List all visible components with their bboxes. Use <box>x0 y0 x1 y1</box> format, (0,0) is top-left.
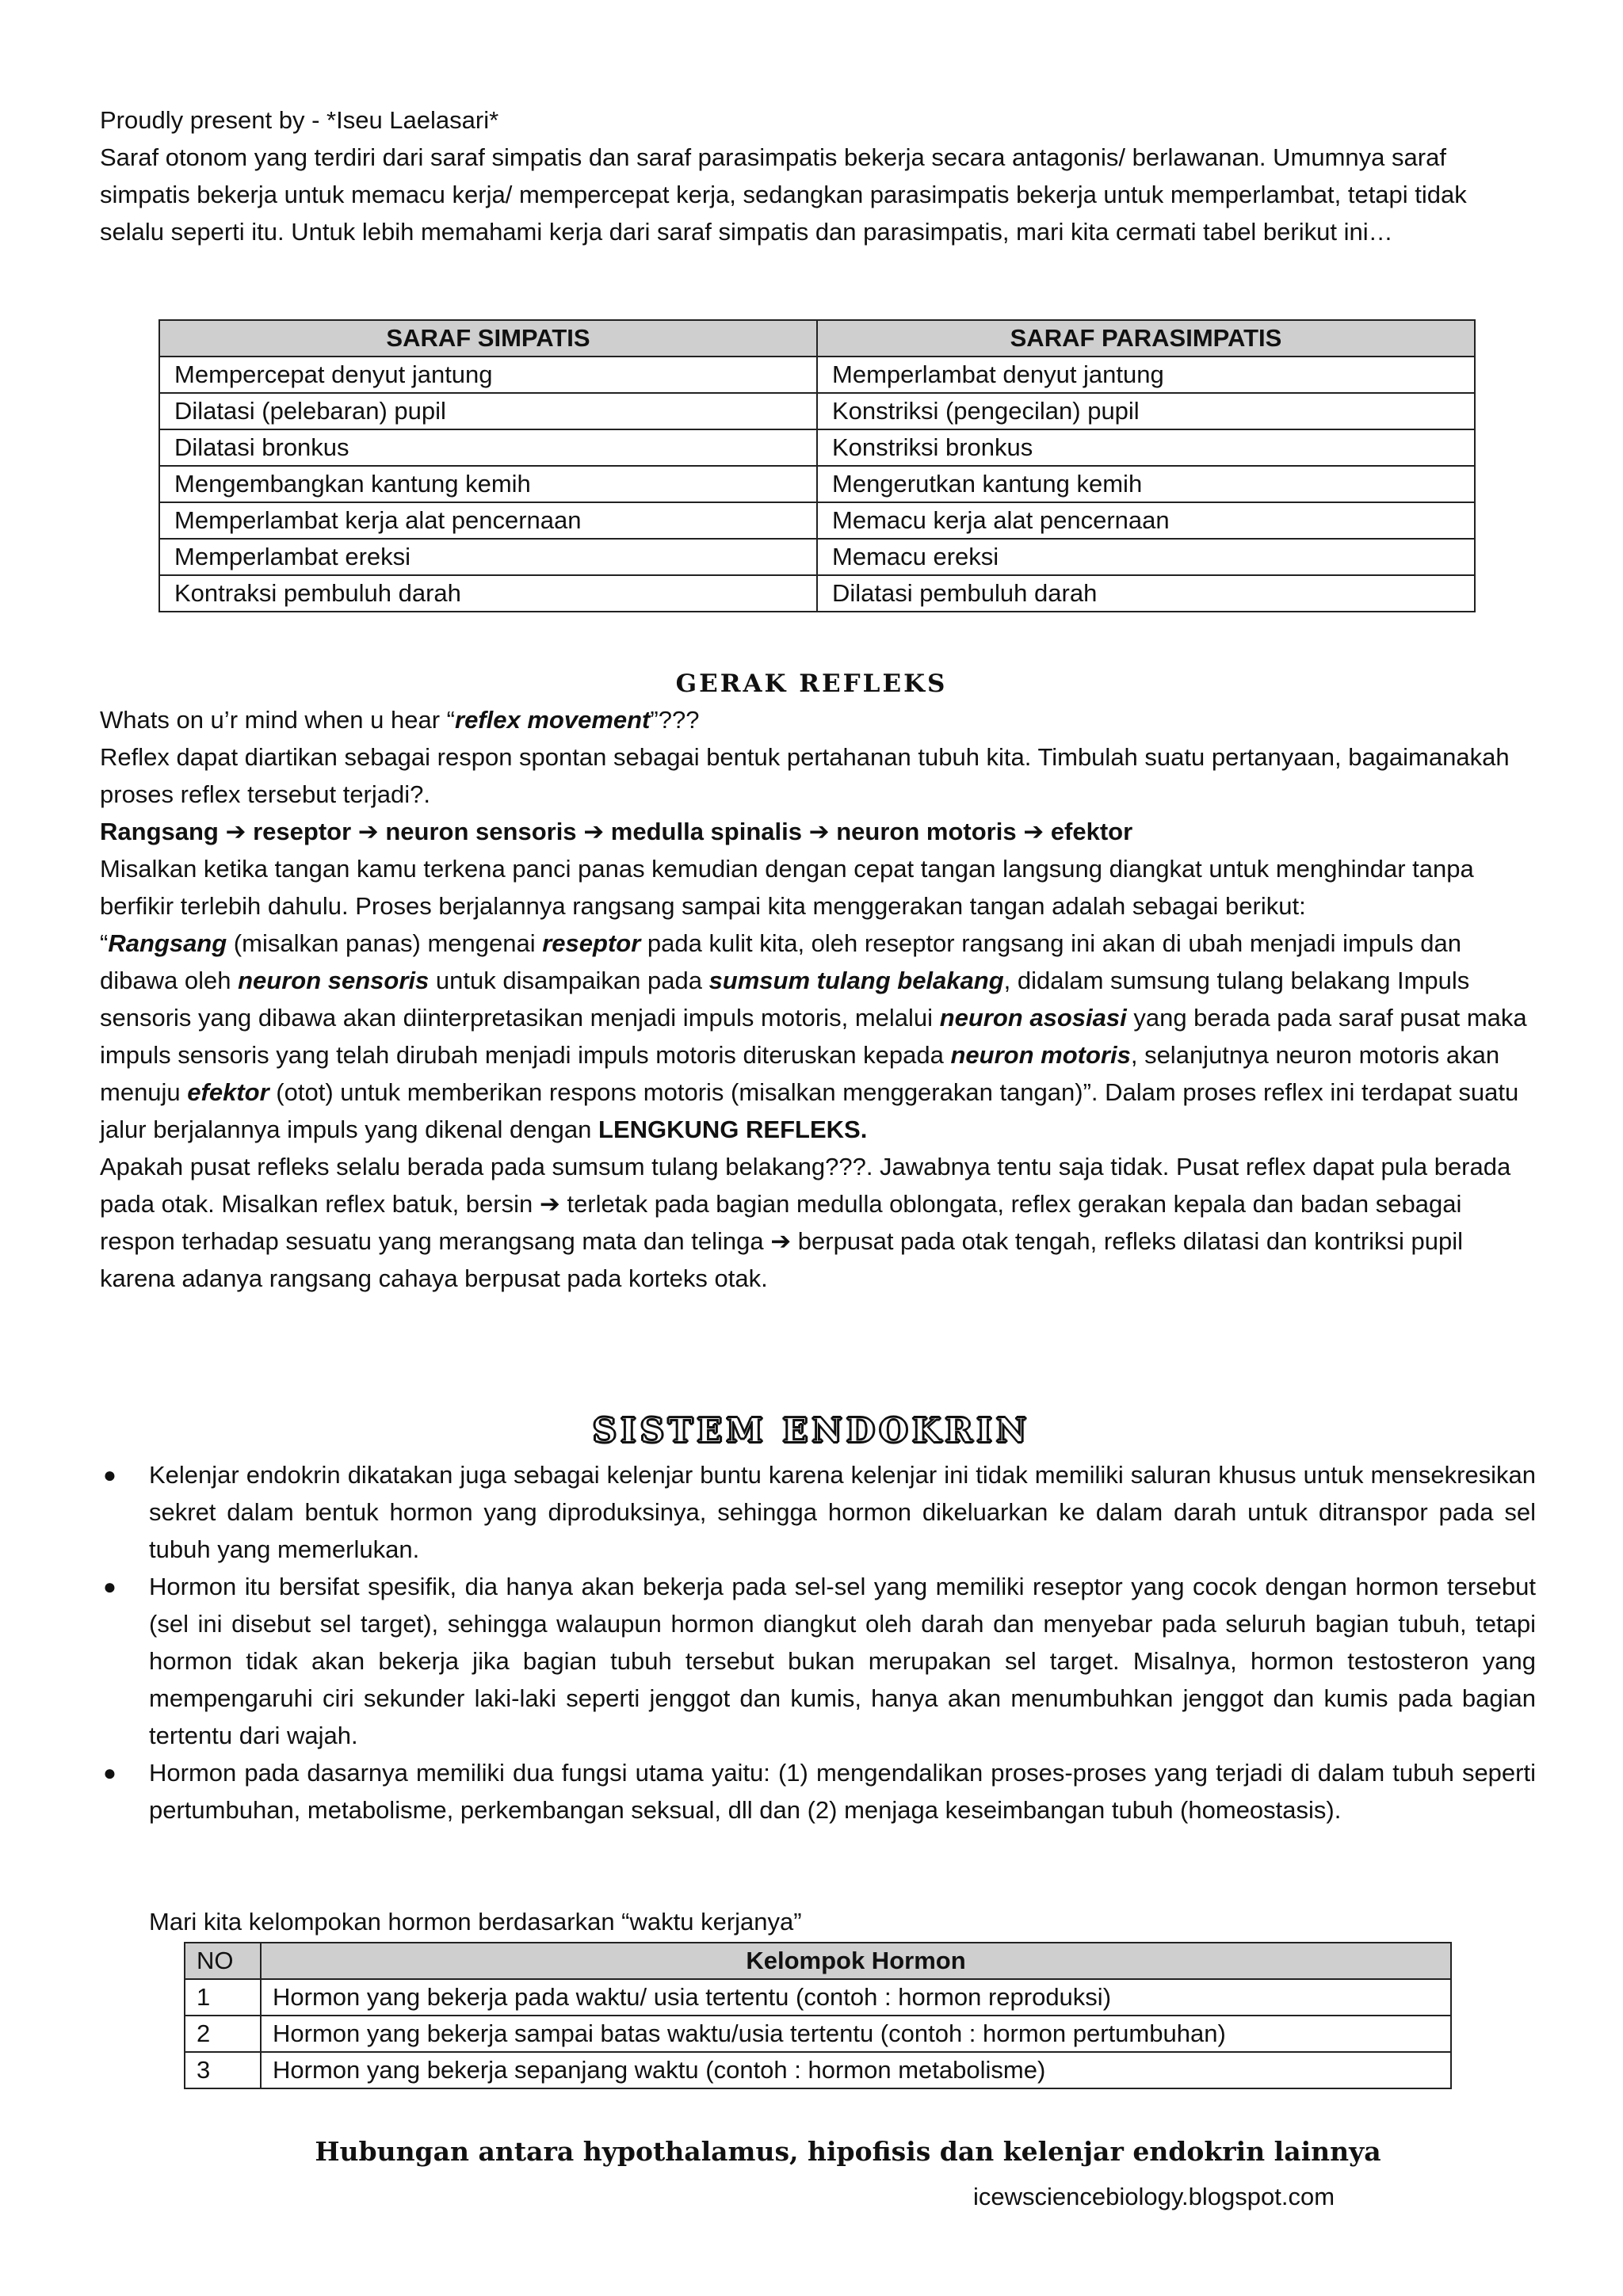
text-run: yang berada pada saraf pusat maka impuls sensoris yang telah dirubah menjadi impuls motoris diteruskan kepada <box>100 1004 1527 1069</box>
list-item <box>100 1568 1536 1754</box>
cell-kelompok: Hormon yang bekerja sampai batas waktu/usia tertentu (contoh : hormon pertumbuhan) <box>261 2016 1451 2052</box>
text-run: (misalkan panas) mengenai <box>227 929 543 957</box>
table-row <box>185 2016 1451 2052</box>
header-parasimpatis: SARAF PARASIMPATIS <box>817 320 1475 357</box>
chain-step: Rangsang <box>100 818 219 845</box>
term-reseptor: reseptor <box>542 929 641 957</box>
text-run: “ <box>100 929 109 957</box>
cell-simpatis: Dilatasi bronkus <box>159 429 817 466</box>
table-row <box>185 1979 1451 2016</box>
hormon-table-intro: Mari kita kelompokan hormon berdasarkan “waktu kerjanya” <box>149 1908 802 1936</box>
text-run: berpusat pada otak tengah, refleks dilatasi dan kontriksi pupil karena adanya rangsang cahaya berpusat pada korteks otak. <box>100 1227 1464 1292</box>
gerak-refleks-heading: GERAK REFLEKS <box>675 669 948 698</box>
reflex-chain <box>100 813 1534 850</box>
arrow-right-icon: ➔ <box>808 818 830 845</box>
chain-step: efektor <box>1050 818 1133 845</box>
chain-step: reseptor <box>253 818 352 845</box>
bullet-icon: ● <box>103 1574 116 1599</box>
header-no: NO <box>185 1943 261 1979</box>
table-row <box>159 502 1475 539</box>
question-text-end: ”??? <box>650 706 700 734</box>
arrow-right-icon: ➔ <box>770 1227 792 1255</box>
text-run: , didalam sumsung tulang belakang Impuls sensoris yang dibawa akan diinterpretasikan menjadi impuls motoris, melalui <box>100 967 1470 1032</box>
table-row <box>159 575 1475 612</box>
process-paragraph <box>100 925 1534 1148</box>
text-run: terletak pada bagian medulla oblongata, reflex gerakan kepala dan badan sebagai respon terhadap sesuatu yang merangsang mata dan telinga <box>100 1190 1462 1255</box>
cell-no: 3 <box>185 2052 261 2088</box>
term-lengkung-refleks: LENGKUNG REFLEKS. <box>598 1116 868 1143</box>
bullet-text: Hormon itu bersifat spesifik, dia hanya akan bekerja pada sel-sel yang memiliki reseptor yang cocok dengan hormon tersebut (sel ini disebut sel target), sehingga walaupun hormon diangkut oleh darah dan menyebar pada seluruh bagian tubuh, tetapi hormon tidak akan bekerja jika bagian tubuh tersebut bukan merupakan sel target. Misalnya, hormon testosteron yang mempengaruhi ciri sekunder laki-laki seperti jenggot dan kumis, hanya akan menumbuhkan jenggot dan kumis pada bagian tertentu dari wajah. <box>149 1573 1536 1749</box>
text-run: , selanjutnya neuron motoris akan menuju <box>100 1041 1500 1106</box>
cell-simpatis: Dilatasi (pelebaran) pupil <box>159 393 817 429</box>
text-run: untuk disampaikan pada <box>429 967 709 994</box>
cell-parasimpatis: Konstriksi bronkus <box>817 429 1475 466</box>
arrow-right-icon: ➔ <box>1023 818 1044 845</box>
text-run: pada kulit kita, oleh reseptor rangsang ini akan di ubah menjadi impuls dan dibawa oleh <box>100 929 1461 994</box>
term-efektor: efektor <box>187 1078 269 1106</box>
gerak-refleks-section <box>100 701 1534 1297</box>
footer-url: icewsciencebiology.blogspot.com <box>973 2183 1335 2210</box>
sistem-endokrin-heading: SISTEM ENDOKRIN <box>592 1411 1031 1450</box>
cell-simpatis: Memperlambat kerja alat pencernaan <box>159 502 817 539</box>
question-emphasis: reflex movement <box>455 706 651 734</box>
cell-parasimpatis: Konstriksi (pengecilan) pupil <box>817 393 1475 429</box>
bullet-text: Hormon pada dasarnya memiliki dua fungsi utama yaitu: (1) mengendalikan proses-proses yang terjadi di dalam tubuh seperti pertumbuhan, metabolisme, perkembangan seksual, dll dan (2) menjaga keseimbangan tubuh (homeostasis). <box>149 1759 1536 1824</box>
cell-parasimpatis: Memacu kerja alat pencernaan <box>817 502 1475 539</box>
term-sumsum-tulang-belakang: sumsum tulang belakang <box>708 967 1004 994</box>
reflex-definition: Reflex dapat diartikan sebagai respon spontan sebagai bentuk pertahanan tubuh kita. Timbulah suatu pertanyaan, bagaimanakah proses reflex tersebut terjadi?. <box>100 743 1510 808</box>
list-item <box>100 1754 1536 1829</box>
chain-step: medulla spinalis <box>610 818 802 845</box>
cell-parasimpatis: Mengerutkan kantung kemih <box>817 466 1475 502</box>
table-row <box>159 466 1475 502</box>
term-neuron-motoris: neuron motoris <box>950 1041 1131 1069</box>
cell-simpatis: Mengembangkan kantung kemih <box>159 466 817 502</box>
cell-no: 2 <box>185 2016 261 2052</box>
hormon-group-table <box>184 1942 1452 2089</box>
header-simpatis: SARAF SIMPATIS <box>159 320 817 357</box>
cell-simpatis: Memperlambat ereksi <box>159 539 817 575</box>
header-kelompok-hormon: Kelompok Hormon <box>261 1943 1451 1979</box>
intro-section <box>100 101 1534 250</box>
cell-simpatis: Mempercepat denyut jantung <box>159 357 817 393</box>
question-line <box>100 701 1534 738</box>
table-row <box>185 2052 1451 2088</box>
example-paragraph: Misalkan ketika tangan kamu terkena panci panas kemudian dengan cepat tangan langsung diangkat untuk menghindar tanpa berfikir terlebih dahulu. Proses berjalannya rangsang sampai kita menggerakan tangan adalah sebagai berikut: <box>100 855 1474 920</box>
cell-parasimpatis: Dilatasi pembuluh darah <box>817 575 1475 612</box>
table-row <box>159 539 1475 575</box>
intro-paragraph: Saraf otonom yang terdiri dari saraf simpatis dan saraf parasimpatis bekerja secara antagonis/ berlawanan. Umumnya saraf simpatis bekerja untuk memacu kerja/ mempercepat kerja, sedangkan parasimpatis bekerja untuk memperlambat, tetapi tidak selalu seperti itu. Untuk lebih memahami kerja dari saraf simpatis dan parasimpatis, mari kita cermati tabel berikut ini… <box>100 143 1467 246</box>
bullet-text: Kelenjar endokrin dikatakan juga sebagai kelenjar buntu karena kelenjar ini tidak memiliki saluran khusus untuk mensekresikan sekret dalam bentuk hormon yang diproduksinya, sehingga hormon dikeluarkan ke dalam darah untuk ditranspor pada sel tubuh yang memerlukan. <box>149 1461 1536 1563</box>
chain-step: neuron sensoris <box>385 818 577 845</box>
endokrin-bullet-list <box>100 1456 1536 1829</box>
term-neuron-asosiasi: neuron asosiasi <box>939 1004 1127 1032</box>
term-neuron-sensoris: neuron sensoris <box>238 967 430 994</box>
bullet-icon: ● <box>103 1463 116 1487</box>
text-run: (otot) untuk memberikan respons motoris (misalkan menggerakan tangan)”. Dalam proses reflex ini terdapat suatu jalur berjalannya impuls yang dikenal dengan <box>100 1078 1519 1143</box>
text-run: Apakah pusat refleks selalu berada pada sumsum tulang belakang???. Jawabnya tentu saja tidak. Pusat reflex dapat pula berada pada otak. Misalkan reflex batuk, bersin <box>100 1153 1511 1218</box>
table-header-row <box>185 1943 1451 1979</box>
saraf-comparison-table <box>158 319 1476 612</box>
cell-parasimpatis: Memacu ereksi <box>817 539 1475 575</box>
term-rangsang: Rangsang <box>108 929 227 957</box>
author-line: Proudly present by - *Iseu Laelasari* <box>100 106 499 134</box>
cell-no: 1 <box>185 1979 261 2016</box>
list-item <box>100 1456 1536 1568</box>
pusat-refleks-paragraph <box>100 1148 1534 1297</box>
arrow-right-icon: ➔ <box>539 1190 560 1218</box>
question-text: Whats on u’r mind when u hear “ <box>100 706 455 734</box>
table-row <box>159 357 1475 393</box>
cell-parasimpatis: Memperlambat denyut jantung <box>817 357 1475 393</box>
cell-kelompok: Hormon yang bekerja sepanjang waktu (contoh : hormon metabolisme) <box>261 2052 1451 2088</box>
cell-kelompok: Hormon yang bekerja pada waktu/ usia tertentu (contoh : hormon reproduksi) <box>261 1979 1451 2016</box>
cell-simpatis: Kontraksi pembuluh darah <box>159 575 817 612</box>
table-header-row <box>159 320 1475 357</box>
arrow-right-icon: ➔ <box>357 818 379 845</box>
chain-step: neuron motoris <box>836 818 1017 845</box>
hubungan-heading: Hubungan antara hypothalamus, hipofisis dan kelenjar endokrin lainnya <box>315 2136 1381 2167</box>
arrow-right-icon: ➔ <box>225 818 246 845</box>
arrow-right-icon: ➔ <box>583 818 605 845</box>
table-row <box>159 393 1475 429</box>
table-row <box>159 429 1475 466</box>
bullet-icon: ● <box>103 1760 116 1785</box>
